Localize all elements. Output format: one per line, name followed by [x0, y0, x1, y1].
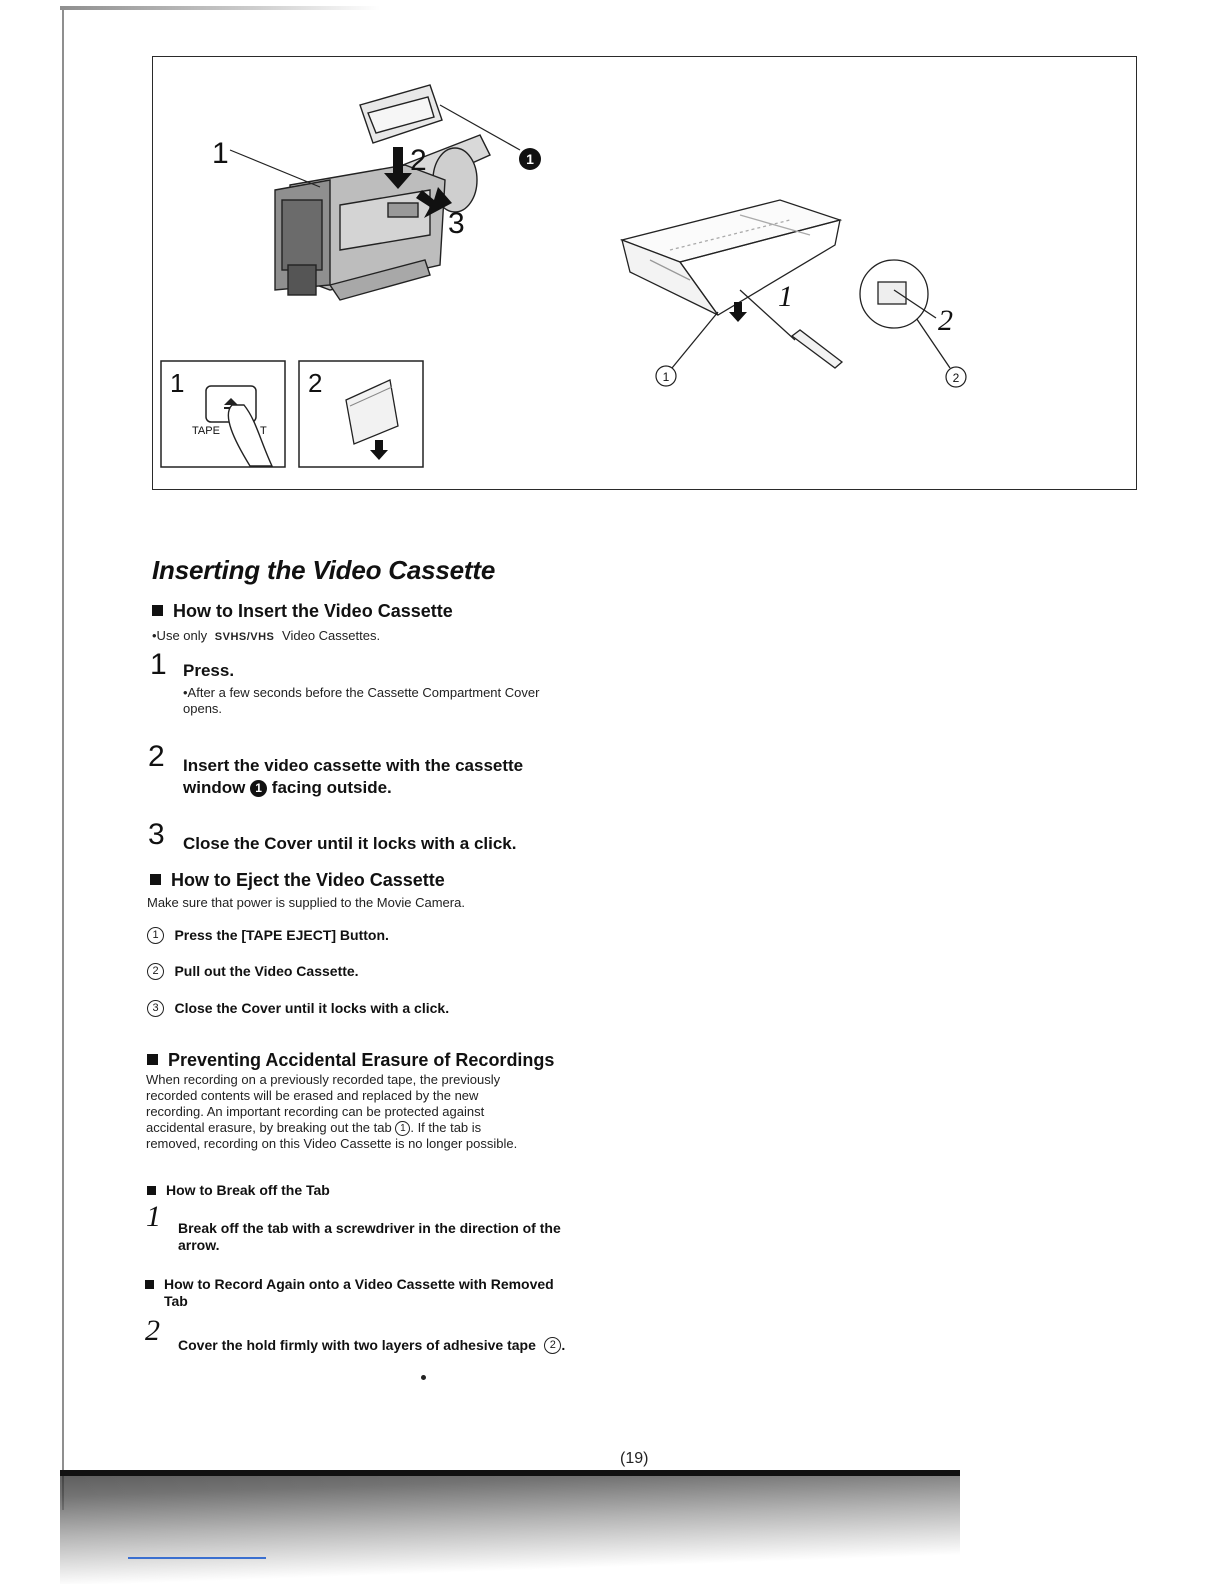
erasure-line-4a: accidental erasure, by breaking out the tab — [146, 1120, 392, 1135]
cassette-tab-illustration — [610, 190, 990, 400]
inset-1-caption: TAPE — [192, 425, 220, 437]
camera-label-3: 3 — [448, 207, 465, 240]
erasure-line-1: When recording on a previously recorded tape, the previously — [146, 1072, 501, 1087]
record-heading-text: How to Record Again onto a Video Cassette with Removed Tab — [164, 1276, 554, 1309]
eject-heading — [150, 870, 445, 891]
cassette-circle-1: 1 — [662, 370, 670, 384]
insert-step-1-note: •After a few seconds before the Cassette Compartment Cover opens. — [183, 685, 540, 716]
break-heading-text: How to Break off the Tab — [166, 1182, 330, 1198]
scan-smudge-top — [60, 6, 380, 10]
scan-edge-bottom — [60, 1470, 960, 1476]
eject-step-2-text: Pull out the Video Cassette. — [174, 963, 359, 979]
page-number: (19) — [620, 1450, 649, 1467]
eject-heading-text: How to Eject the Video Cassette — [171, 870, 445, 890]
bullet-square-icon — [145, 1280, 154, 1289]
insert-step-1-text: Press. — [183, 661, 235, 680]
erasure-line-4b: . If the tab is — [410, 1120, 482, 1135]
insert-step-2-line-a: Insert the video cassette with the cassette — [183, 756, 524, 775]
insert-step-3-text: Close the Cover until it locks with a click. — [183, 834, 517, 853]
erasure-paragraph — [146, 1072, 586, 1152]
eject-step-3-text: Close the Cover until it locks with a click. — [174, 1000, 450, 1016]
camera-label-1: 1 — [212, 137, 229, 170]
decorative-dot — [421, 1375, 426, 1380]
break-step-number: 1 — [146, 1200, 161, 1233]
inset-tape-eject — [160, 360, 286, 468]
insert-step-2-line-b2: facing outside. — [271, 778, 392, 797]
erasure-heading — [147, 1050, 554, 1071]
cassette-label-2: 2 — [938, 304, 953, 337]
erasure-line-3: recording. An important recording can be protected against — [146, 1104, 485, 1119]
window-marker-icon: 1 — [250, 780, 267, 797]
eject-step-2 — [147, 963, 359, 981]
inset-1-number: 1 — [170, 368, 185, 398]
erasure-line-2: recorded contents will be erased and replaced by the new — [146, 1088, 479, 1103]
insert-step-3-number: 3 — [148, 818, 165, 851]
eject-step-2-number: 2 — [147, 963, 164, 980]
camera-illustration — [190, 75, 560, 315]
insert-note-suffix: Video Cassettes. — [282, 628, 381, 643]
tape-circle-2: 2 — [544, 1337, 561, 1354]
page-title: Inserting the Video Cassette — [152, 555, 496, 585]
insert-step-1-number: 1 — [150, 648, 167, 681]
cassette-circle-2: 2 — [952, 371, 960, 385]
eject-step-1 — [147, 927, 389, 945]
svhs-vhs-logo: SVHS/VHS — [214, 631, 275, 643]
eject-step-3 — [147, 1000, 449, 1018]
erasure-line-5: removed, recording on this Video Cassette is no longer possible. — [146, 1136, 518, 1152]
insert-note-prefix: •Use only — [152, 628, 208, 643]
insert-step-2-text — [183, 755, 583, 799]
inset-pull-cassette — [298, 360, 424, 468]
break-step-text: Break off the tab with a screwdriver in the direction of the arrow. — [178, 1220, 561, 1253]
record-step — [178, 1337, 565, 1355]
erasure-heading-text: Preventing Accidental Erasure of Recordings — [168, 1050, 555, 1070]
eject-step-1-number: 1 — [147, 927, 164, 944]
inset-1-caption-end: T — [260, 425, 267, 437]
bullet-square-icon — [147, 1186, 156, 1195]
inset-2-number: 2 — [308, 368, 323, 398]
scan-edge-left — [62, 10, 64, 1510]
insert-step-2-number: 2 — [148, 740, 165, 773]
scan-blue-line — [128, 1557, 266, 1559]
bullet-square-icon — [152, 605, 163, 616]
eject-step-1-text: Press the [TAPE EJECT] Button. — [174, 927, 389, 943]
insert-step-2-line-b1: window — [183, 778, 246, 797]
record-step-number: 2 — [145, 1314, 160, 1347]
bullet-square-icon — [147, 1054, 158, 1065]
record-step-text: Cover the hold firmly with two layers of adhesive tape — [178, 1337, 536, 1353]
scan-shadow-bottom — [60, 1470, 960, 1584]
tab-circle-1: 1 — [395, 1121, 410, 1136]
cassette-label-1: 1 — [778, 280, 793, 313]
eject-step-3-number: 3 — [147, 1000, 164, 1017]
bullet-square-icon — [150, 874, 161, 885]
insert-heading-text: How to Insert the Video Cassette — [173, 601, 453, 621]
camera-label-2: 2 — [410, 144, 427, 177]
insert-heading — [152, 601, 453, 622]
eject-note: Make sure that power is supplied to the Movie Camera. — [147, 895, 465, 910]
record-step-end: . — [561, 1337, 566, 1353]
break-heading — [147, 1182, 330, 1200]
window-marker: 1 — [526, 151, 534, 167]
record-heading — [145, 1276, 585, 1310]
insert-note — [152, 628, 380, 645]
